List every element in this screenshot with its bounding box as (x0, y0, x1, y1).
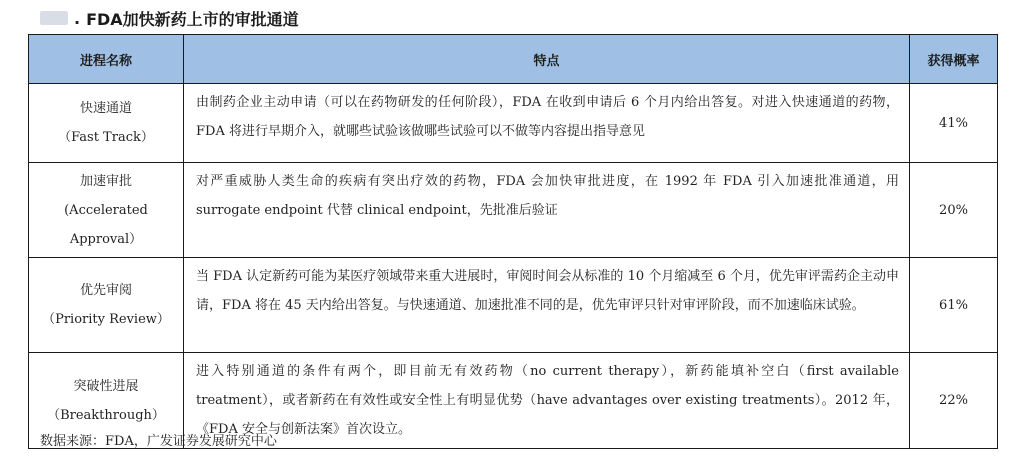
process-name-line: Approval） (69, 231, 143, 247)
probability-cell: 20% (910, 163, 998, 258)
description-cell: 对严重威胁人类生命的疾病有突出疗效的药物，FDA 会加快审批进度，在 1992 年 FDA 引入加速批准通道，用 surrogate endpoint 代替 clinical endpoint，先批准后验证 (184, 163, 910, 258)
description-cell: 进入特别通道的条件有两个，即目前无有效药物（no current therapy），新药能填补空白（first available treatment），或者新药在有效性或安全性上有明显优势（have advantages over existing treatments）。2012 年，《FDA 安全与创新法案》首次设立。 (184, 353, 910, 449)
title-prefix: . (74, 8, 81, 28)
probability-cell: 61% (910, 258, 998, 353)
process-name-cell (29, 258, 184, 353)
process-name-cell (29, 163, 184, 258)
process-name-line: （Fast Track） (58, 130, 154, 145)
data-source-note: 数据来源：FDA，广发证券发展研究中心 (40, 434, 277, 449)
header-process-name: 进程名称 (29, 35, 184, 84)
header-probability: 获得概率 (910, 35, 998, 84)
table-row (29, 163, 998, 258)
process-name-cell (29, 84, 184, 163)
process-name-line: 加速审批 (79, 173, 132, 189)
table-row (29, 258, 998, 353)
header-features: 特点 (184, 35, 910, 84)
process-name-line: 优先审阅 (79, 283, 132, 298)
process-name-line: 突破性进展 (73, 378, 139, 394)
table-header-row (29, 35, 998, 84)
probability-cell: 22% (910, 353, 998, 449)
description-cell: 由制药企业主动申请（可以在药物研发的任何阶段），FDA 在收到申请后 6 个月内给出答复。对进入快速通道的药物，FDA 将进行早期介入，就哪些试验该做哪些试验可以不做等内容提出指导意见 (184, 84, 910, 163)
figure-number-badge (40, 11, 68, 25)
process-name-line: （Breakthrough） (47, 407, 165, 423)
approval-pathways-table (28, 34, 998, 449)
title-text: FDA加快新药上市的审批通道 (86, 9, 299, 29)
table-row (29, 84, 998, 163)
process-name-line: （Priority Review） (42, 312, 170, 327)
description-cell: 当 FDA 认定新药可能为某医疗领域带来重大进展时，审阅时间会从标准的 10 个月缩减至 6 个月，优先审评需药企主动申请，FDA 将在 45 天内给出答复。与快速通道、加速批准不同的是，优先审评只针对审评阶段，而不加速临床试验。 (184, 258, 910, 353)
process-name-line: 快速通道 (79, 101, 132, 116)
process-name-line: (Accelerated (64, 202, 148, 218)
probability-cell: 41% (910, 84, 998, 163)
figure-title (40, 5, 299, 31)
